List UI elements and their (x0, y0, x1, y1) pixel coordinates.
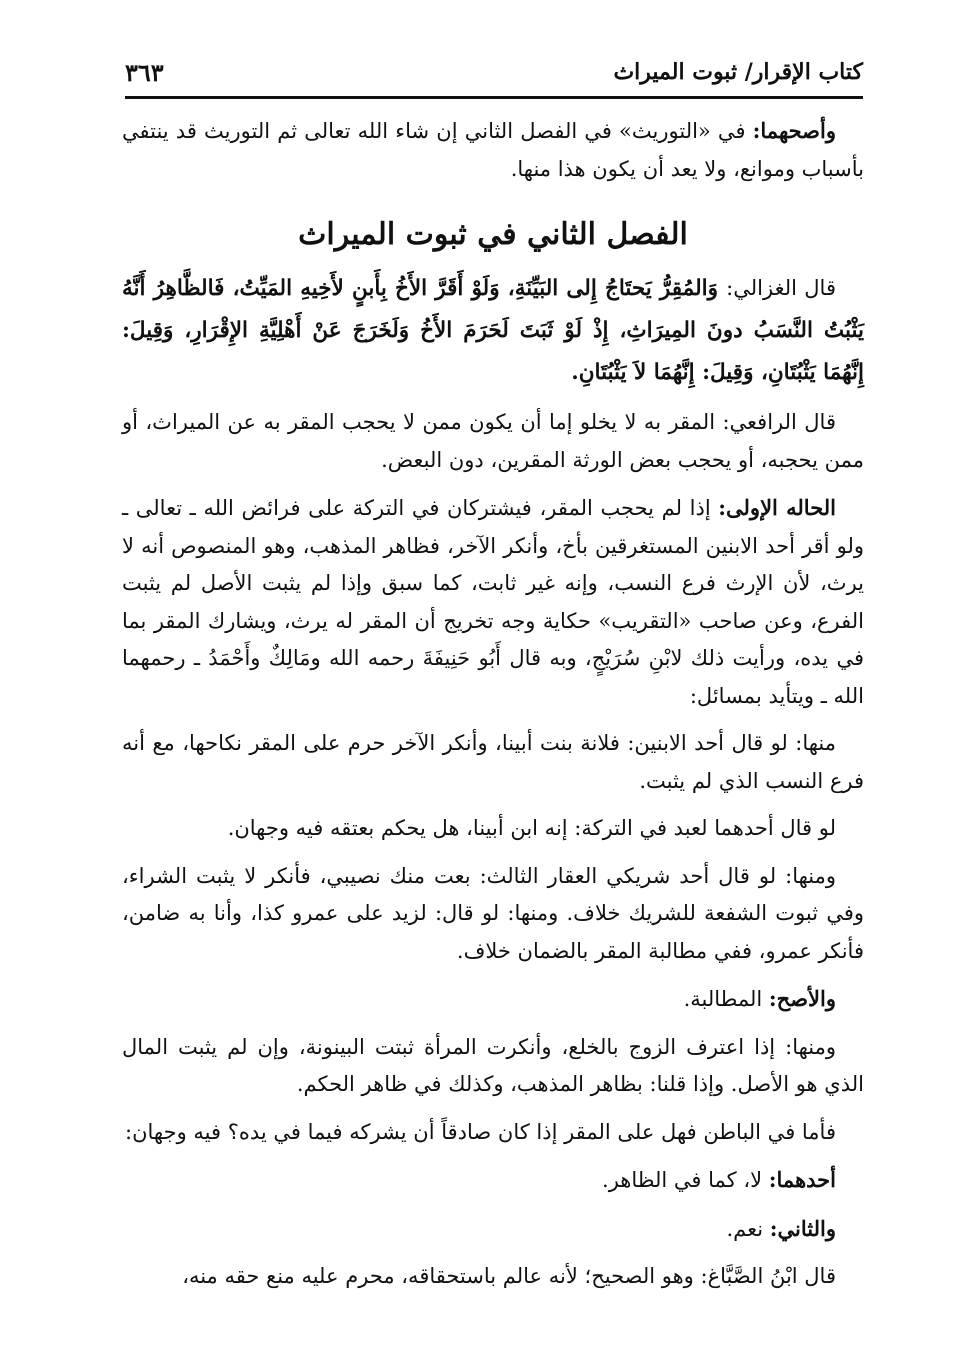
paragraph: وأصحهما: في «التوريث» في الفصل الثاني إن شاء الله تعالى ثم التوريث قد ينتفي بأسباب وموانع، ولا يعد أن يكون هذا منها. (122, 118, 864, 181)
page-number: ٣٦٣ (125, 57, 164, 87)
page-header (125, 52, 863, 92)
paragraph: منها: لو قال أحد الابنين: فلانة بنت أبينا، وأنكر الآخر حرم على المقر نكاحها، مع أنه فرع النسب الذي لم يثبت. (122, 731, 864, 793)
matn-paragraph: قال الغزالي: وَالمُقِرُّ يَحتَاجُ إِلى البَيِّنَةِ، وَلَوْ أَقَرَّ الأَخُ بِأَبنٍ لأَخِيهِ المَيِّتُ، فَالظَّاهِرُ أَنَّهُ يَثْبُتُ النَّسَبُ دونَ المِيرَاثِ، إِذْ لَوْ ثَبَتَ لَحَرَمَ الأَخُ وَلَخَرَجَ عَنْ أَهْلِيَّةِ الإِقْرَارِ، وَقِيلَ: إِنَّهُمَا يَثْبُتَانِ، وَقِيلَ: إِنَّهُمَا لاَ يَثْبُتَانِ. (122, 276, 864, 385)
paragraph: فأما في الباطن فهل على المقر إذا كان صادقاً أن يشركه فيما في يده؟ فيه وجهان: (125, 1119, 836, 1144)
running-title: كتاب الإقرار/ ثبوت الميراث (613, 59, 863, 85)
paragraph: ومنها: إذا اعترف الزوج بالخلع، وأنكرت المرأة ثبتت البينونة، وإن لم يثبت المال الذي هو الأصل. وإذا قلنا: بظاهر المذهب، وكذلك في ظاهر الحكم. (122, 1034, 864, 1096)
paragraph: لو قال أحدهما لعبد في التركة: إنه ابن أبينا، هل يحكم بعتقه فيه وجهان. (227, 816, 836, 840)
page-body (122, 112, 864, 1306)
paragraph: ومنها: لو قال أحد شريكي العقار الثالث: بعت منك نصيبي، فأنكر لا يثبت الشراء، وفي ثبوت الشفعة للشريك خلاف. ومنها: لو قال: لزيد على عمرو كذا، وأنا به ضامن، فأنكر عمرو، ففي مطالبة المقر بالضمان خلاف. (122, 863, 864, 963)
paragraph: والثاني: نعم. (726, 1215, 836, 1241)
paragraph: والأصح: المطالبة. (683, 986, 836, 1011)
paragraph: قال الرافعي: المقر به لا يخلو إما أن يكون ممن لا يحجب المقر به عن الميراث، أو ممن يحجبه، أو يحجب بعض الورثة المقرين، دون البعض. (122, 410, 864, 472)
paragraph: أحدهما: لا، كما في الظاهر. (602, 1167, 836, 1192)
paragraph: الحاله الإولى: إذا لم يحجب المقر، فيشتركان في التركة على فرائض الله ـ تعالى ـ ولو أقر أحد الابنين المستغرقين بأخ، وأنكر الآخر، فظاهر المذهب، وهو المنصوص أنه لا يرث، لأن الإرث فرع النسب، وإنه غير ثابت، كما سبق وإذا لم يثبت الأصل لم يثبت الفرع، وعن صاحب «التقريب» حكاية وجه تخريج أن المقر له يرث، ويشارك المقر بما في يده، ورأيت ذلك لابْنِ سُرَيْجٍ، وبه قال أَبُو حَنِيفَةَ رحمه الله ومَالِكٌ وأَحْمَدُ ـ رحمهما الله ـ ويتأيد بمسائل: (122, 495, 864, 708)
paragraph: قال ابْنُ الصَّبَّاغ: وهو الصحيح؛ لأنه عالم باستحقاقه، محرم عليه منع حقه منه، (182, 1264, 836, 1288)
section-heading: الفصل الثاني في ثبوت الميراث (298, 217, 688, 252)
header-rule (125, 96, 863, 99)
